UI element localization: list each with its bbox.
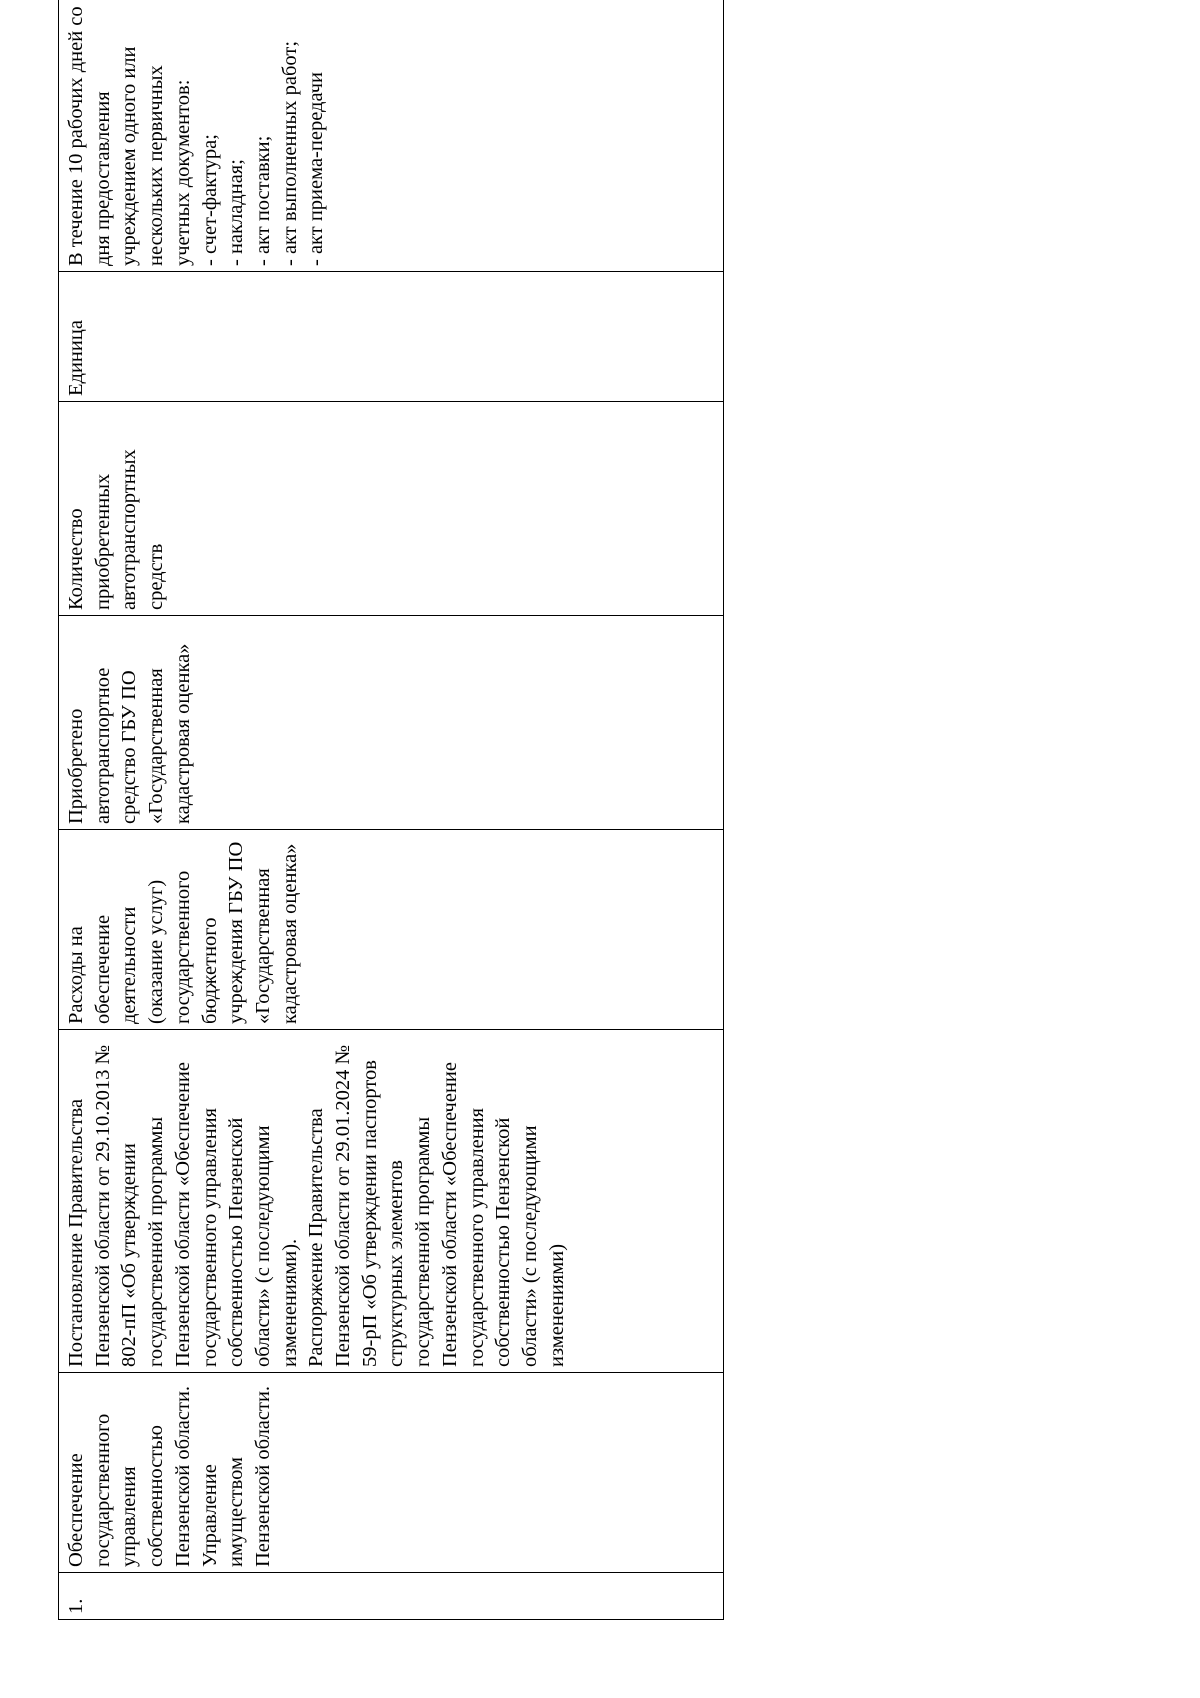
indicator-text: Количество приобретенных автотранспортных средств: [65, 449, 168, 610]
unit-text: Единица: [65, 320, 87, 396]
table-row: [59, 0, 724, 1620]
direction-text: Обеспечение государственного управления собственностью Пензенской области. Управление имуществом Пензенской области.: [65, 1385, 274, 1567]
expense-purpose-text: Расходы на обеспечение деятельности (оказание услуг) государственного бюджетного учреждения ГБУ ПО «Государственная кадастровая оценка»: [65, 841, 301, 1024]
deadline-text: В течение 10 рабочих дней со дня предоставления учреждением одного или нескольких первичных учетных документов: - счет-фактура; - накладная; - акт поставки; - акт выполненных работ; - акт приема-передачи: [65, 6, 328, 266]
unit-cell: [59, 272, 724, 402]
deadline-cell: [59, 0, 724, 272]
row-number: 1.: [65, 1598, 87, 1614]
legal-basis-text: Постановление Правительства Пензенской области от 29.10.2013 № 802-пП «Об утверждении государственной программы Пензенской области «Обеспечение государственного управления собственностью Пензенской области» (с последующими изменениями). Распоряжение Правительства Пензенской области от 29.01.2024 № 59-рП «Об утверждении паспортов структурных элементов государственной программы Пензенской области «Обеспечение государственного управления собственностью Пензенской области» (с последующими изменениями): [65, 1044, 568, 1367]
result-cell: [59, 616, 724, 830]
indicator-cell: [59, 402, 724, 616]
rotated-data-table: [58, 0, 724, 1620]
expense-purpose-cell: [59, 830, 724, 1030]
legal-basis-cell: [59, 1030, 724, 1373]
row-number-cell: [59, 1573, 724, 1620]
result-text: Приобретено автотранспортное средство ГБУ ПО «Государственная кадастровая оценка»: [65, 643, 194, 824]
direction-cell: [59, 1373, 724, 1573]
